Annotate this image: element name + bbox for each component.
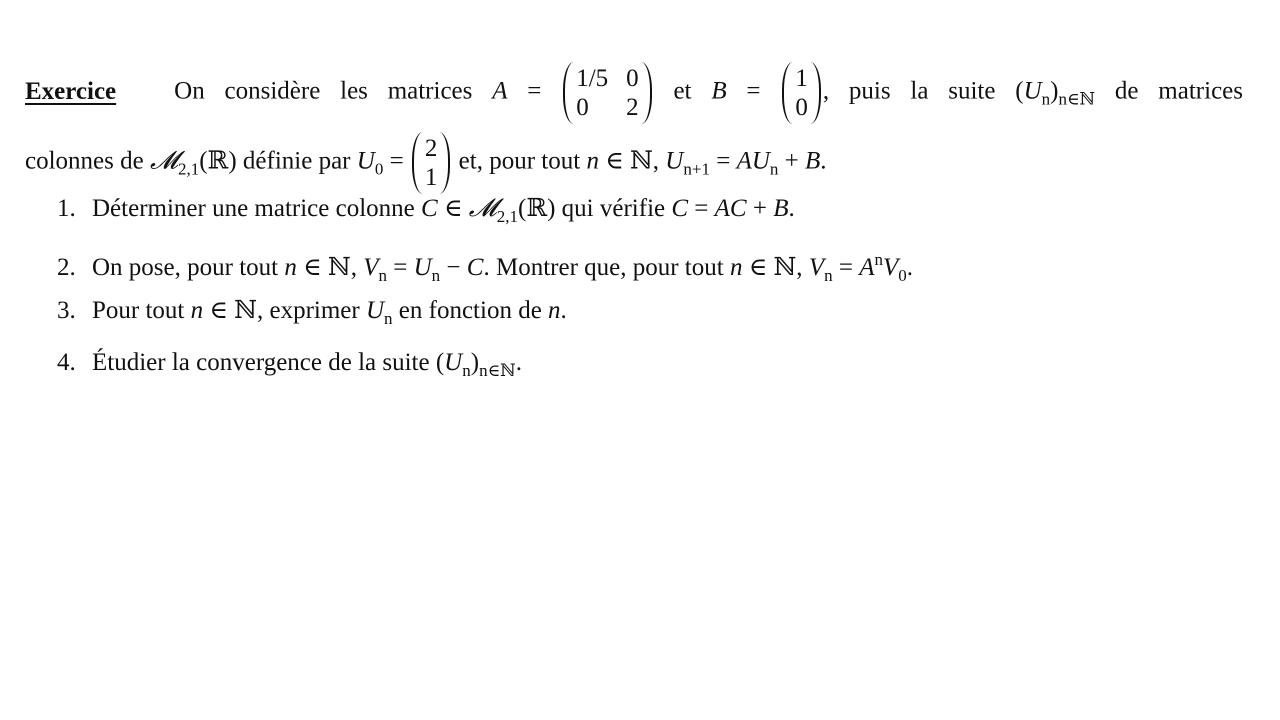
text: =	[709, 147, 737, 175]
matrix-entries	[793, 62, 810, 124]
subscript: n	[824, 266, 833, 285]
math-symbol: n	[284, 254, 297, 281]
math-symbol: U	[356, 147, 375, 175]
exercise-statement-line-2	[25, 132, 827, 194]
math-symbol: U	[1023, 77, 1042, 105]
question-number: 1.	[57, 195, 76, 222]
subscript: 2,1	[496, 207, 518, 226]
matrix-entries	[574, 62, 640, 124]
matrix-entry: 1	[795, 65, 808, 92]
math-symbol: A	[859, 254, 875, 281]
math-symbol: U	[665, 147, 684, 175]
math-symbol: C	[671, 195, 689, 222]
question-1	[57, 194, 795, 232]
left-paren	[563, 62, 574, 124]
text: )	[470, 349, 480, 376]
text: de matrices	[1095, 77, 1243, 105]
exercise-heading: Exercice	[25, 77, 117, 105]
subscript: n+1	[683, 159, 710, 179]
question-3	[57, 296, 567, 334]
matrix-entry: 0	[576, 94, 589, 121]
left-paren	[782, 62, 793, 124]
math-symbol: C	[466, 254, 484, 281]
math-symbol: B	[805, 147, 821, 175]
math-symbol: n	[548, 297, 561, 324]
text: ∈ ℕ,	[598, 147, 666, 175]
text: =	[688, 195, 715, 222]
matrix-entry: 0	[626, 65, 639, 92]
text: et, pour tout	[452, 147, 587, 175]
math-symbol: n	[729, 254, 743, 281]
text: (ℝ) qui vérifie	[518, 195, 672, 222]
matrix-entry: 2	[626, 94, 639, 121]
right-paren	[810, 62, 821, 124]
text: =	[726, 77, 781, 105]
text: ∈	[437, 195, 469, 222]
question-number: 2.	[57, 254, 76, 281]
text: On considère les matrices	[174, 77, 493, 105]
math-symbol: 𝓜	[149, 147, 178, 175]
math-symbol: n	[190, 297, 204, 324]
subscript: n	[1041, 89, 1051, 109]
matrix-entries	[423, 132, 440, 194]
question-4	[57, 348, 522, 386]
text: .	[788, 195, 795, 222]
subscript: n	[384, 309, 393, 328]
subscript: 0	[374, 159, 384, 179]
math-symbol: 𝓜	[468, 195, 497, 222]
math-symbol: n	[586, 147, 599, 175]
text: Étudier la convergence de la suite (	[92, 349, 445, 376]
right-paren	[641, 62, 652, 124]
subscript: n	[769, 159, 779, 179]
exercise-statement-line-1	[25, 62, 1243, 124]
text: , puis la suite (	[822, 77, 1024, 105]
text: =	[832, 254, 860, 281]
text: Déterminer une matrice colonne	[92, 195, 422, 222]
text: =	[507, 77, 562, 105]
matrix	[563, 62, 651, 124]
math-symbol: B	[711, 77, 727, 105]
subscript: n∈ℕ	[479, 361, 516, 380]
subscript: n	[378, 266, 387, 285]
left-paren	[412, 132, 423, 194]
text: Pour tout	[92, 297, 191, 324]
question-number: 3.	[57, 297, 76, 324]
text: colonnes de	[25, 147, 150, 175]
text: ∈ ℕ,	[296, 254, 364, 281]
text: =	[387, 254, 414, 281]
text: +	[778, 147, 805, 175]
text: .	[820, 147, 827, 175]
subscript: n	[431, 266, 441, 285]
text: −	[440, 254, 467, 281]
math-symbol: V	[882, 254, 899, 281]
matrix	[412, 132, 451, 194]
question-number: 4.	[57, 349, 76, 376]
text: On pose, pour tout	[92, 254, 285, 281]
subscript: n∈ℕ	[1058, 89, 1096, 109]
text: =	[383, 147, 410, 175]
math-symbol: U	[413, 254, 432, 281]
text: +	[746, 195, 774, 222]
math-symbol: AC	[714, 195, 747, 222]
text: . Montrer que, pour tout	[483, 254, 730, 281]
math-symbol: U	[444, 349, 463, 376]
question-2	[57, 245, 913, 291]
matrix-entry: 2	[424, 135, 438, 162]
text: en fonction de	[392, 297, 549, 324]
text: et	[653, 77, 712, 105]
text: )	[1050, 77, 1059, 105]
text: .	[906, 254, 914, 281]
math-symbol: AU	[736, 147, 770, 175]
matrix-entry: 1/5	[576, 65, 609, 92]
superscript: n	[874, 250, 883, 269]
matrix	[782, 62, 821, 124]
matrix-entry: 0	[795, 94, 808, 121]
math-symbol: C	[421, 195, 438, 222]
matrix-entry: 1	[424, 164, 438, 191]
math-symbol: V	[808, 254, 825, 281]
text: .	[560, 297, 567, 324]
math-symbol: U	[365, 297, 385, 324]
text: ∈ ℕ,	[742, 254, 809, 281]
math-symbol: A	[492, 77, 508, 105]
text: ∈ ℕ, exprimer	[203, 297, 366, 324]
math-symbol: V	[363, 254, 379, 281]
math-symbol: B	[773, 195, 789, 222]
text: .	[515, 349, 522, 376]
subscript: 0	[898, 266, 907, 285]
subscript: 2,1	[177, 159, 200, 179]
text: (ℝ) définie par	[199, 147, 357, 175]
right-paren	[439, 132, 450, 194]
subscript: n	[462, 361, 471, 380]
